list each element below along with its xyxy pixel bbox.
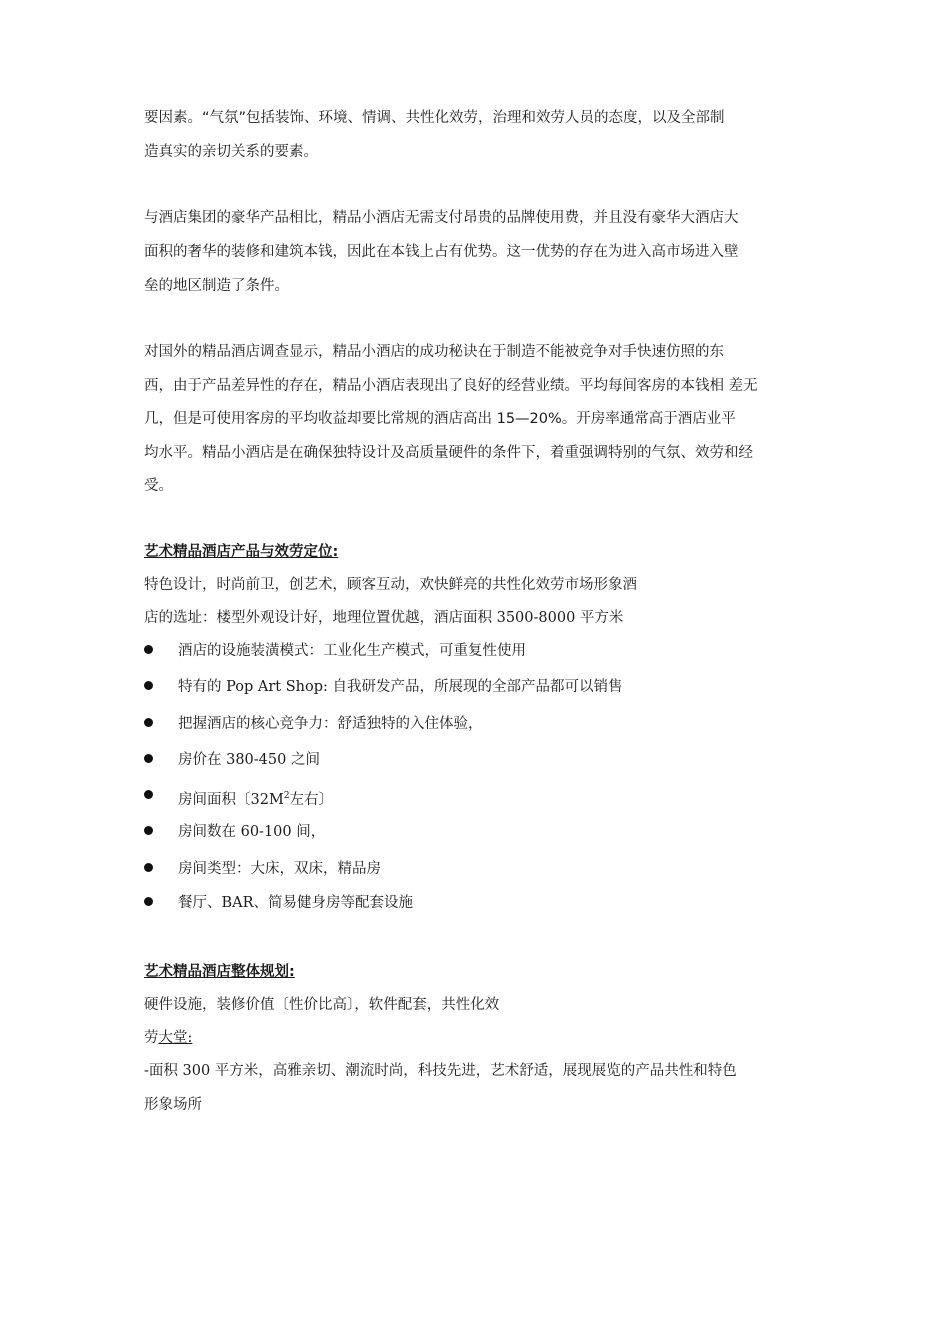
list-item <box>144 859 381 879</box>
para3-line2: 西，由于产品差异性的存在，精品小酒店表现出了良好的经营业绩。平均每间客房的本钱相 差无 <box>144 378 758 394</box>
list-item <box>144 786 334 808</box>
section2-line1: 硬件设施，装修价值〔性价比高〕，软件配套，共性化效 <box>144 997 500 1013</box>
list-item-text <box>178 786 333 810</box>
bullet-icon <box>144 718 153 727</box>
list-item <box>144 750 320 770</box>
bullet-icon <box>144 681 153 690</box>
section1-line1: 特色设计，时尚前卫，创艺术，顾客互动，欢快鲜亮的共性化效劳市场形象酒 <box>144 577 637 593</box>
section1-heading: 艺术精品酒店产品与效劳定位: <box>144 544 339 560</box>
list-item-text: 把握酒店的核心竞争力：舒适独特的入住体验， <box>178 716 483 732</box>
lobby-label: 大堂: <box>158 1030 193 1046</box>
section1-line2: 店的选址：楼型外观设计好，地理位置优越，酒店面积 3500-8000 平方米 <box>144 610 624 626</box>
area-prefix: 房间面积〔32M <box>178 791 284 808</box>
list-item-text: 特有的 Pop Art Shop: 自我研发产品，所展现的全部产品都可以销售 <box>178 679 623 695</box>
list-item-text: 房价在 380-450 之间 <box>178 752 320 768</box>
section2-line2-prefix: 劳 <box>144 1030 159 1046</box>
area-superscript: 2 <box>283 791 290 801</box>
para2-line1: 与酒店集团的豪华产品相比，精品小酒店无需支付昂贵的品牌使用费，并且没有豪华大酒店大 <box>144 210 739 226</box>
bullet-icon <box>144 754 153 763</box>
list-item <box>144 677 623 697</box>
list-item-text: 酒店的设施装潢模式：工业化生产模式，可重复性使用 <box>178 643 526 659</box>
para3-line4: 均水平。精品小酒店是在确保独特设计及高质量硬件的条件下，着重强调特别的气氛、效劳和经 <box>144 445 753 461</box>
section2-line2 <box>144 1028 192 1048</box>
list-item <box>144 893 414 913</box>
list-item-text: 餐厅、BAR、简易健身房等配套设施 <box>178 895 414 911</box>
para1-line2: 造真实的亲切关系的要素。 <box>144 144 318 160</box>
area-suffix: 左右〕 <box>289 791 334 808</box>
list-item-text: 房间类型：大床，双床，精品房 <box>178 861 381 877</box>
list-item-text: 房间数在 60-100 间， <box>178 824 326 840</box>
bullet-icon <box>144 863 153 872</box>
list-item <box>144 641 526 661</box>
para1-line1: 要因素。“气氛”包括装饰、环境、情调、共性化效劳，治理和效劳人员的态度，以及全部制 <box>144 110 725 126</box>
para3-line5: 受。 <box>144 478 173 494</box>
para2-line3: 垒的地区制造了条件。 <box>144 278 289 294</box>
para2-line2: 面积的奢华的装修和建筑本钱，因此在本钱上占有优势。这一优势的存在为进入高市场进入壁 <box>144 244 739 260</box>
bullet-icon <box>144 790 153 799</box>
section2-heading: 艺术精品酒店整体规划: <box>144 964 295 980</box>
section2-line4: 形象场所 <box>144 1097 202 1113</box>
section2-line3: -面积 300 平方米，高雅亲切、潮流时尚，科技先进，艺术舒适，展现展览的产品共性和特色 <box>144 1063 737 1079</box>
para3-line1: 对国外的精品酒店调查显示，精品小酒店的成功秘诀在于制造不能被竞争对手快速仿照的东 <box>144 344 724 360</box>
para3-line3: 几，但是可使用客房的平均收益却要比常规的酒店高出 15—20%。开房率通常高于酒店业平 <box>144 411 736 427</box>
bullet-icon <box>144 645 153 654</box>
bullet-icon <box>144 826 153 835</box>
list-item <box>144 822 326 842</box>
bullet-icon <box>144 897 153 906</box>
list-item <box>144 714 483 734</box>
